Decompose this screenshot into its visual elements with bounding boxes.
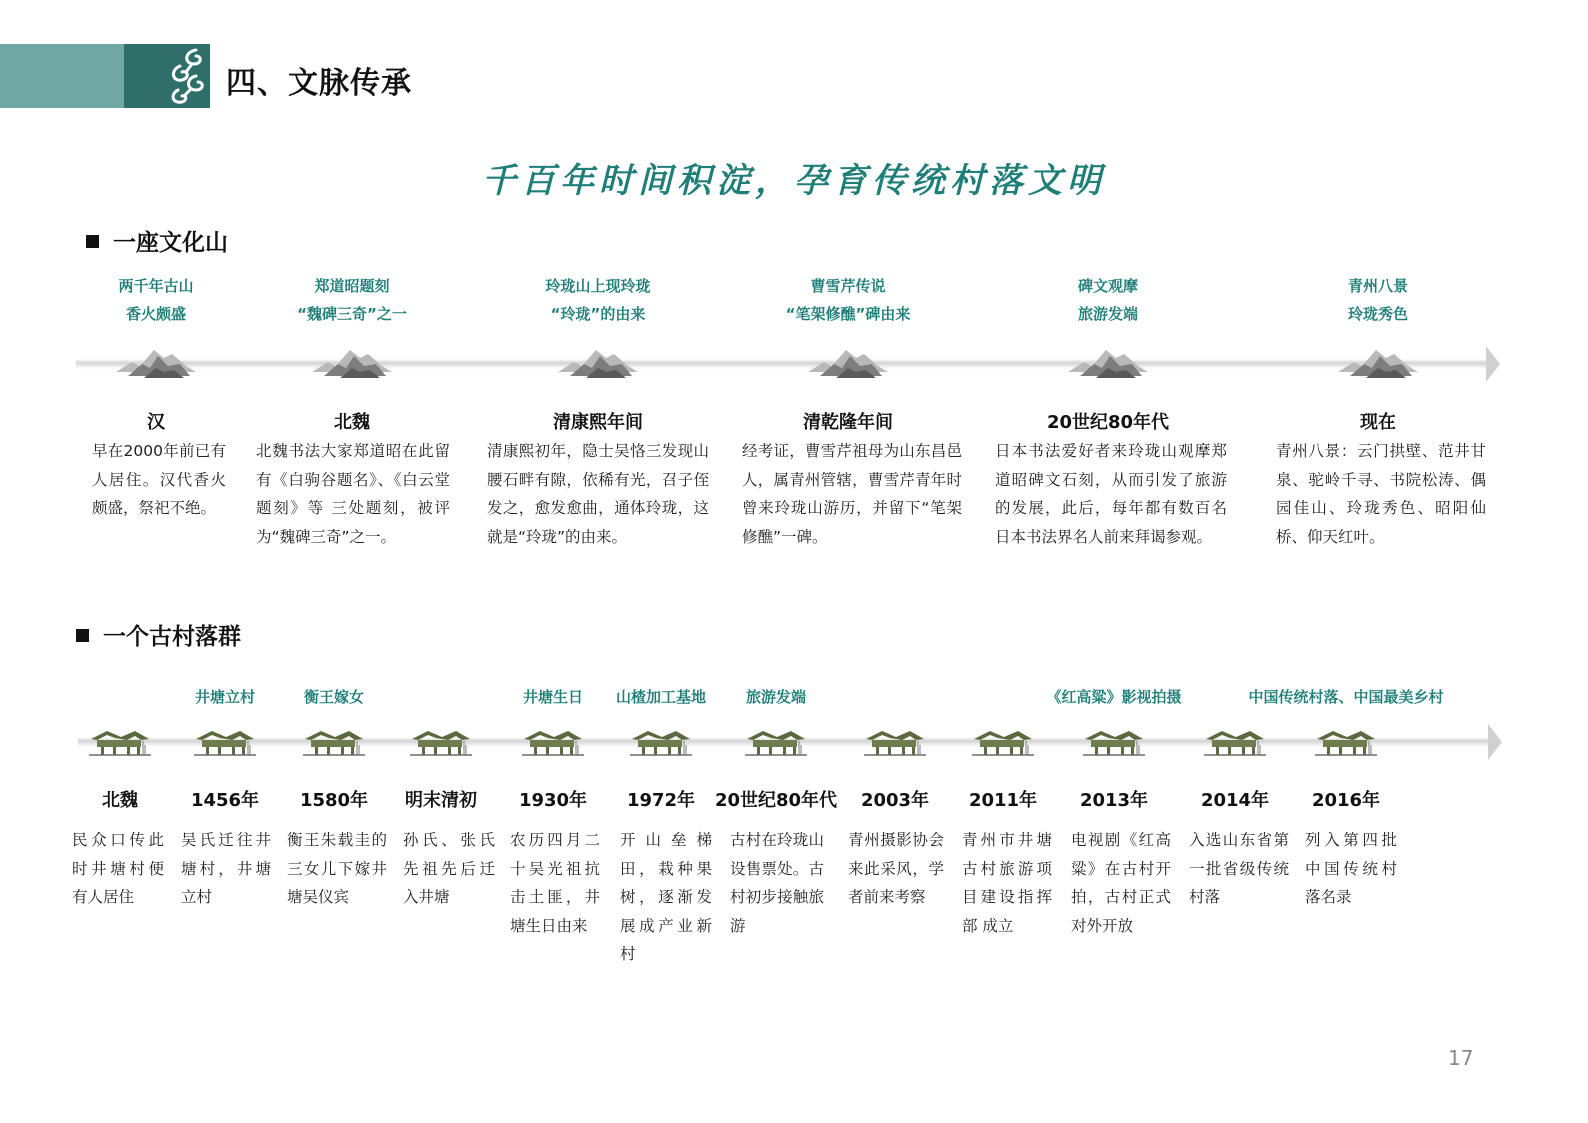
- mountain-event-caption: [458, 272, 738, 328]
- village-house-icon: [408, 725, 474, 759]
- event-year: 20世纪80年代: [714, 790, 838, 811]
- event-description: 早在2000年前已有人居住。汉代香火颇盛，祭祀不绝。: [92, 442, 226, 517]
- event-caption-line: “魏碑三奇”之一: [297, 305, 407, 323]
- mountain-marker: [806, 342, 890, 386]
- village-marker: [862, 725, 928, 763]
- square-bullet-icon: [76, 629, 89, 642]
- village-marker: [1313, 725, 1379, 763]
- village-house-icon: [87, 725, 153, 759]
- event-description: 衡王朱载圭的三女儿下嫁井塘吴仪宾: [287, 831, 387, 906]
- timeline-arrow-icon: [1486, 346, 1500, 382]
- event-caption-line: 两千年古山: [118, 277, 194, 295]
- event-year: 2011年: [968, 790, 1038, 811]
- event-description: 清康熙初年，隐士吴恪三发现山腰石畔有隙，依稀有光，召子侄发之，愈发愈曲，通体玲珑，这就是“玲珑”的由来。: [487, 442, 709, 546]
- event-year: 2014年: [1200, 790, 1270, 811]
- section-heading-village: [76, 618, 241, 651]
- event-period: 清康熙年间: [553, 412, 643, 433]
- village-marker: [520, 725, 586, 763]
- event-year: 1930年: [518, 790, 588, 811]
- mountain-event-caption: [1238, 272, 1518, 328]
- square-bullet-icon: [86, 235, 99, 248]
- timeline-arrow-icon: [1488, 724, 1502, 760]
- event-year: 2003年: [860, 790, 930, 811]
- event-year: 2013年: [1079, 790, 1149, 811]
- event-description: 日本书法爱好者来玲珑山观摩郑道昭碑文石刻，从而引发了旅游的发展，此后，每年都有数百名日本书法界名人前来拜谒参观。: [995, 442, 1227, 546]
- header-band-light: [0, 44, 124, 108]
- event-caption-line: 玲珑山上现玲珑: [545, 277, 651, 295]
- mountain-marker: [310, 342, 394, 386]
- page-number: 17: [1448, 1046, 1474, 1070]
- village-marker: [743, 725, 809, 763]
- village-marker: [192, 725, 258, 763]
- event-description: 青州市井塘古村旅游项目建设指挥部 成立: [962, 831, 1052, 935]
- event-period: 北魏: [334, 412, 370, 433]
- page-title: 千百年时间积淀，孕育传统村落文明: [482, 161, 1106, 201]
- section-title: 四、文脉传承: [226, 66, 412, 101]
- event-description: 民众口传此时井塘村便有人居住: [72, 831, 164, 906]
- village-event-caption: 井塘立村: [194, 688, 255, 706]
- event-year: 1972年: [626, 790, 696, 811]
- event-description: 列入第四批中国传统村落名录: [1305, 831, 1397, 906]
- village-marker: [970, 725, 1036, 763]
- mountain-ink-icon: [556, 342, 640, 382]
- event-description: 北魏书法大家郑道昭在此留有《白驹谷题名》、《白云堂题刻》等 三处题刻，被评为“魏碑三奇”之一。: [256, 442, 450, 546]
- event-caption-line: 碑文观摩: [1077, 277, 1138, 295]
- village-marker: [1081, 725, 1147, 763]
- section-heading-text: 一座文化山: [113, 230, 228, 256]
- village-house-icon: [628, 725, 694, 759]
- village-house-icon: [520, 725, 586, 759]
- section-heading-mountain: [86, 224, 228, 257]
- village-marker: [408, 725, 474, 763]
- mountain-event-caption: [968, 272, 1248, 328]
- village-marker: [301, 725, 367, 763]
- event-year: 1456年: [190, 790, 260, 811]
- village-marker: [87, 725, 153, 763]
- event-caption-line: “玲珑”的由来: [550, 305, 646, 323]
- mountain-ink-icon: [114, 342, 198, 382]
- event-description: 青州摄影协会来此采风，学者前来考察: [848, 831, 944, 906]
- village-event-caption: 旅游发端: [745, 688, 806, 706]
- event-caption-line: 郑道昭题刻: [314, 277, 390, 295]
- village-house-icon: [862, 725, 928, 759]
- mountain-marker: [1336, 342, 1420, 386]
- village-house-icon: [1202, 725, 1268, 759]
- mountain-ink-icon: [1066, 342, 1150, 382]
- event-period: 现在: [1360, 412, 1396, 433]
- section-heading-text: 一个古村落群: [103, 624, 241, 650]
- village-house-icon: [192, 725, 258, 759]
- village-event-caption: 中国传统村落、中国最美乡村: [1248, 688, 1444, 706]
- event-year: 明末清初: [405, 790, 477, 811]
- event-description: 开山垒梯田，栽种果树，逐渐发展成产业新村: [620, 831, 712, 963]
- mountain-event-caption: [212, 272, 492, 328]
- village-event-caption: 《红高粱》影视拍摄: [1046, 688, 1182, 706]
- village-house-icon: [743, 725, 809, 759]
- mountain-ink-icon: [1336, 342, 1420, 382]
- cloud-scroll-icon: [166, 46, 212, 108]
- event-year: 北魏: [102, 790, 138, 811]
- event-description: 经考证，曹雪芹祖母为山东昌邑人，属青州管辖，曹雪芹青年时曾来玲珑山游历，并留下“笔架修醮”一碑。: [742, 442, 962, 546]
- event-period: 汉: [147, 412, 165, 433]
- event-year: 2016年: [1311, 790, 1381, 811]
- event-description: 孙氏、张氏先祖先后迁入井塘: [403, 831, 495, 906]
- village-marker: [1202, 725, 1268, 763]
- village-marker: [628, 725, 694, 763]
- mountain-ink-icon: [806, 342, 890, 382]
- event-period: 20世纪80年代: [1046, 412, 1170, 433]
- event-description: 吴氏迁往井塘村，井塘立村: [181, 831, 271, 906]
- timeline-line-mountain: [76, 359, 1488, 369]
- event-caption-line: 玲珑秀色: [1347, 305, 1408, 323]
- mountain-marker: [556, 342, 640, 386]
- event-description: 电视剧《红高粱》在古村开拍，古村正式对外开放: [1071, 831, 1171, 935]
- village-house-icon: [970, 725, 1036, 759]
- village-house-icon: [1313, 725, 1379, 759]
- village-house-icon: [301, 725, 367, 759]
- village-event-caption: 井塘生日: [522, 688, 583, 706]
- mountain-marker: [114, 342, 198, 386]
- event-caption-line: 旅游发端: [1077, 305, 1138, 323]
- event-description: 青州八景：云门拱壁、范井甘泉、驼岭千寻、书院松涛、偶园佳山、玲珑秀色、昭阳仙桥、仰天红叶。: [1276, 442, 1486, 546]
- event-caption-line: 香火颇盛: [125, 305, 186, 323]
- mountain-event-caption: [708, 272, 988, 328]
- event-description: 入选山东省第一批省级传统村落: [1189, 831, 1289, 906]
- event-caption-line: “笔架修醮”碑由来: [785, 305, 911, 323]
- event-caption-line: 青州八景: [1347, 277, 1408, 295]
- event-year: 1580年: [299, 790, 369, 811]
- village-event-caption: 山楂加工基地: [615, 688, 706, 706]
- event-period: 清乾隆年间: [803, 412, 893, 433]
- village-house-icon: [1081, 725, 1147, 759]
- mountain-ink-icon: [310, 342, 394, 382]
- event-caption-line: 曹雪芹传说: [810, 277, 886, 295]
- mountain-marker: [1066, 342, 1150, 386]
- event-description: 古村在玲珑山设售票处。古村初步接触旅游: [730, 831, 824, 935]
- event-description: 农历四月二十吴光祖抗击土匪，井塘生日由来: [510, 831, 600, 935]
- village-event-caption: 衡王嫁女: [303, 688, 364, 706]
